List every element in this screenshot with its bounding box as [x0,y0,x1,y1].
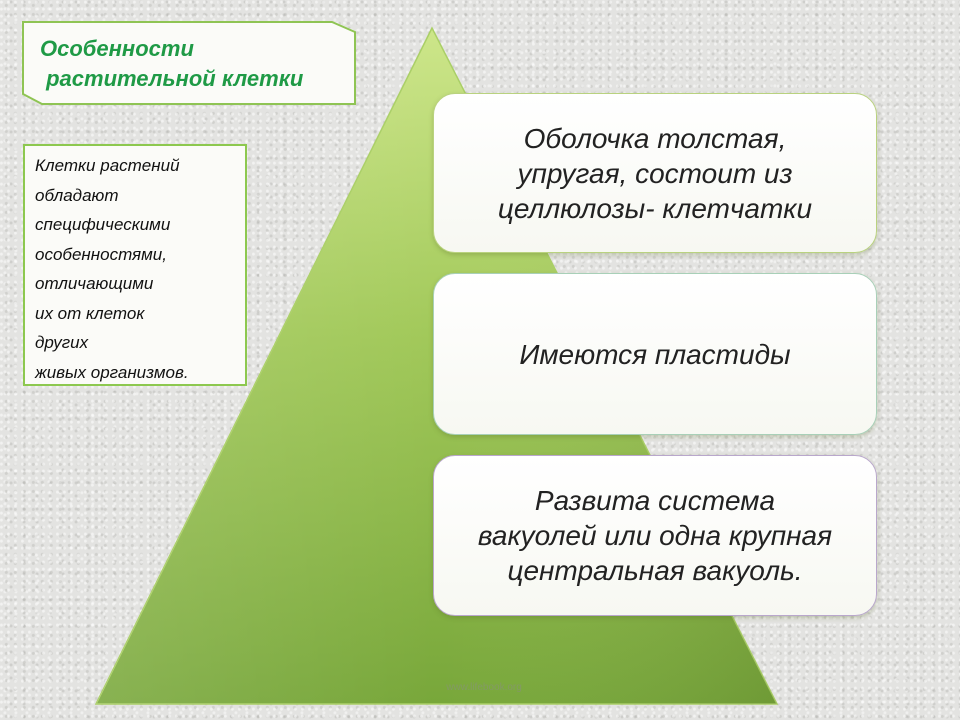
info-line-1: Клетки растений [35,156,180,175]
info-line-3: специфическими [35,215,171,234]
feature-line: упругая, состоит из [517,157,793,189]
watermark: www.lifebook.org [446,682,522,693]
feature-line: Оболочка толстая, [523,122,787,154]
feature-line: Развита система [534,485,776,516]
feature-line: центральная вакуоль. [507,555,803,586]
feature-line: Имеются пластиды [519,338,791,370]
info-line-5: отличающими [35,274,154,293]
info-line-6: их от клеток [35,303,145,323]
feature-text [468,483,842,588]
info-line-7: других [35,333,89,352]
info-line-8: живых организмов. [35,362,189,382]
feature-box-vacuole [433,455,877,616]
feature-line: целлюлозы- клетчатки [497,192,813,224]
info-text [35,151,250,387]
feature-box-cell-wall [433,93,877,253]
feature-box-plastids [433,273,877,435]
slide-title-line-2: растительной клетки [40,66,304,91]
feature-line: вакуолей или одна крупная [477,520,833,551]
info-line-4: особенностями, [35,244,167,264]
feature-text [488,121,822,226]
slide-title-line-1: Особенности [40,36,194,61]
info-line-2: обладают [35,185,119,205]
feature-text [509,337,800,372]
slide-title [40,34,340,94]
